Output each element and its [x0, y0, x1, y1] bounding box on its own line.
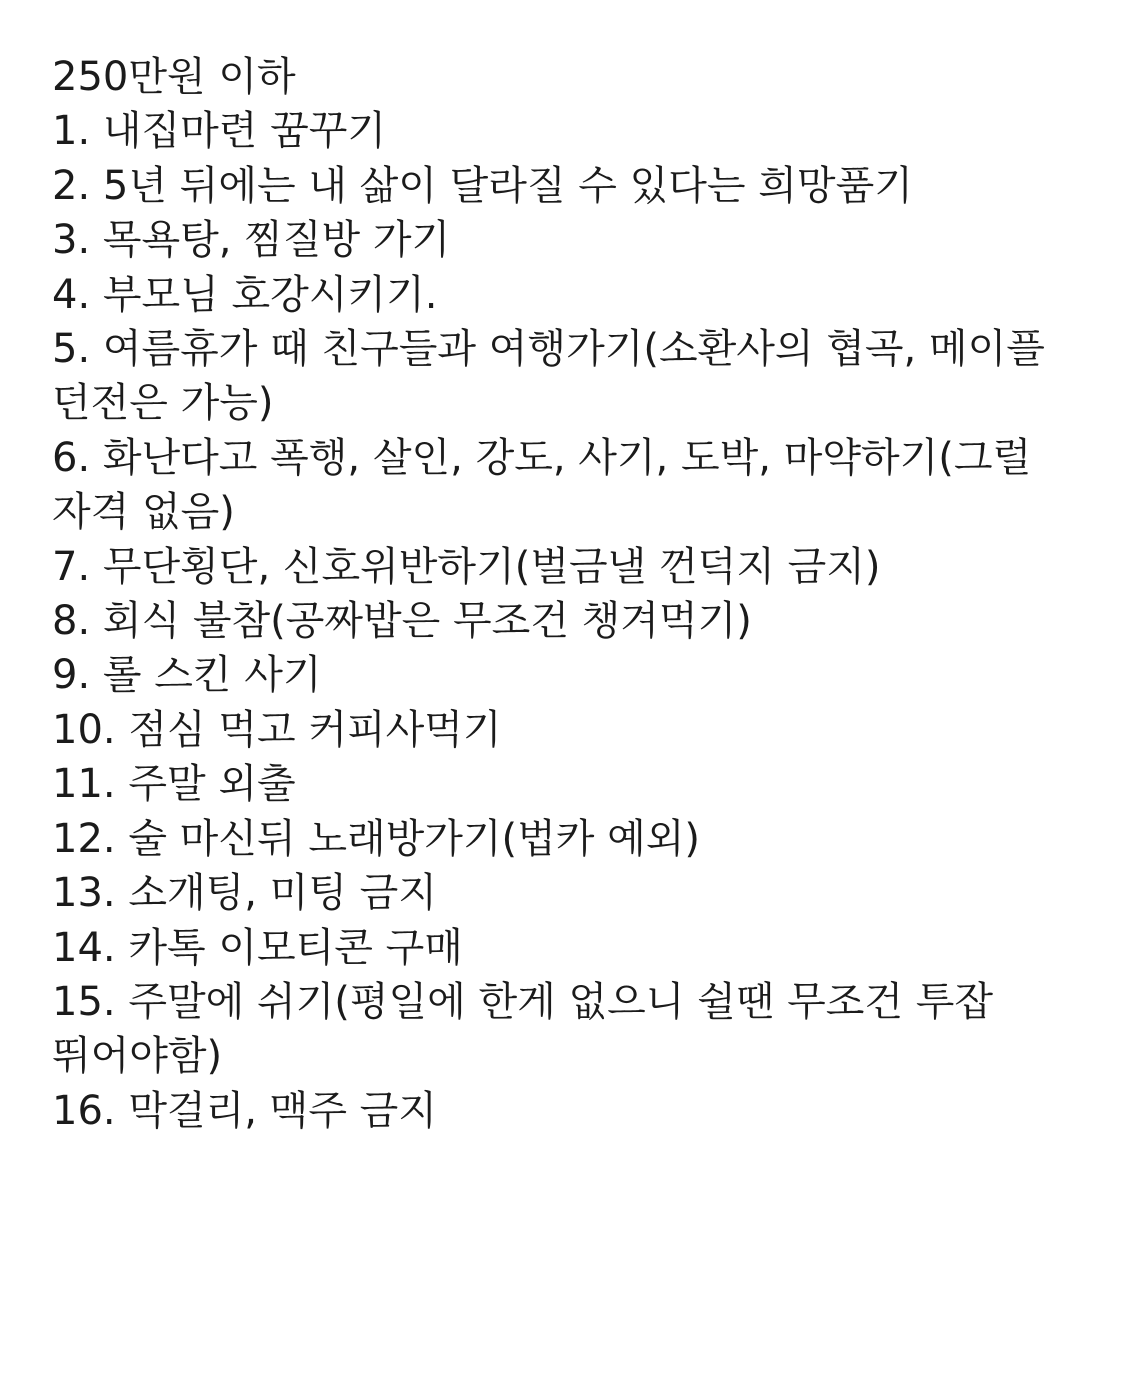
list-item-13: 13. 소개팅, 미팅 금지: [52, 870, 437, 917]
list-item-5: 5. 여름휴가 때 친구들과 여행가기(소환사의 협곡, 메이플 던전은 가능): [52, 326, 1058, 427]
list-item-10: 10. 점심 먹고 커피사먹기: [52, 706, 502, 753]
list-item-16: 16. 막걸리, 맥주 금지: [52, 1087, 437, 1134]
list-item-7: 7. 무단횡단, 신호위반하기(벌금낼 껀덕지 금지): [52, 543, 881, 590]
document-body: [52, 50, 1092, 1138]
list-item-8: 8. 회식 불참(공짜밥은 무조건 챙겨먹기): [52, 598, 752, 645]
list-item-9: 9. 롤 스킨 사기: [52, 652, 322, 699]
list-item-14: 14. 카톡 이모티콘 구매: [52, 924, 463, 971]
list-item-12: 12. 술 마신뒤 노래방가기(법카 예외): [52, 815, 701, 862]
list-item-6: 6. 화난다고 폭행, 살인, 강도, 사기, 도박, 마약하기(그럴 자격 없음): [52, 434, 1044, 536]
list-item-11: 11. 주말 외출: [52, 761, 296, 808]
list-item-15: 15. 주말에 쉬기(평일에 한게 없으니 쉴땐 무조건 투잡 뛰어야함): [52, 978, 1006, 1080]
heading: 250만원 이하: [52, 54, 296, 100]
list-item-2: 2. 5년 뒤에는 내 삶이 달라질 수 있다는 희망품기: [52, 162, 913, 209]
list-item-4: 4. 부모님 호강시키기.: [52, 271, 438, 318]
list-item-3: 3. 목욕탕, 찜질방 가기: [52, 217, 451, 264]
list-item-1: 1. 내집마련 꿈꾸기: [52, 108, 387, 155]
